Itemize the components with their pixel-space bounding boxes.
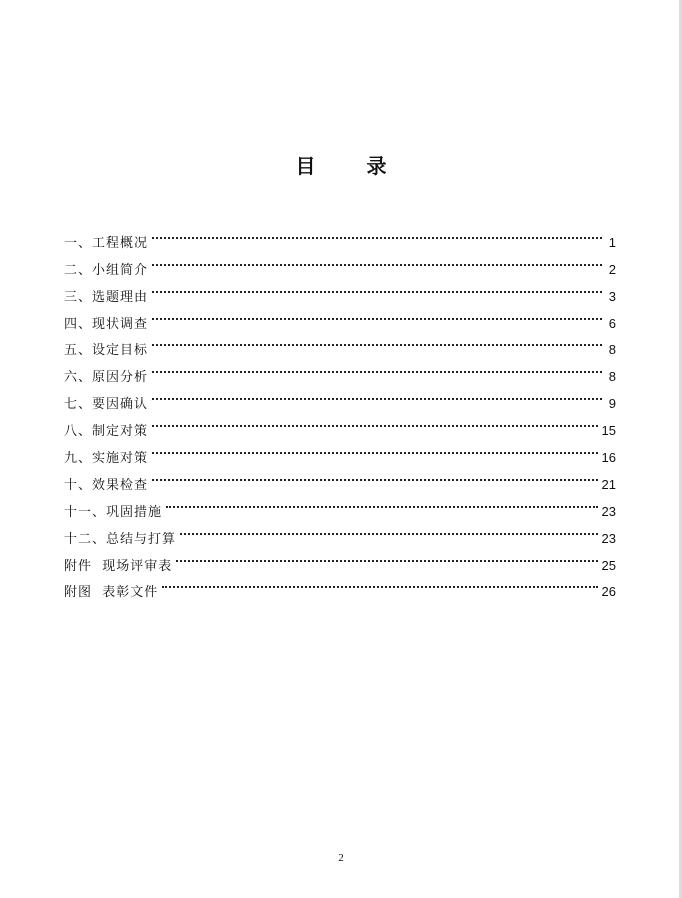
toc-entry-page: 21 [601, 476, 616, 492]
table-of-contents [64, 220, 616, 601]
toc-entry-page: 8 [608, 342, 616, 358]
toc-entry-label: 五、设定目标 [64, 343, 149, 359]
toc-entry-label: 九、实施对策 [64, 451, 149, 467]
toc-entry-label: 四、现状调查 [64, 316, 149, 332]
toc-entry-page: 23 [601, 530, 616, 546]
toc-entry-page: 25 [601, 557, 616, 573]
toc-leader-dots [152, 381, 602, 408]
toc-leader-dots [152, 435, 598, 462]
toc-leader-dots [166, 489, 598, 516]
toc-entry[interactable] [64, 220, 616, 251]
toc-leader-dots [152, 247, 602, 274]
toc-leader-dots [152, 462, 598, 489]
toc-leader-dots [152, 274, 602, 301]
toc-entry-page: 9 [608, 396, 616, 412]
toc-leader-dots [162, 570, 597, 597]
toc-entry-page: 23 [601, 503, 616, 519]
toc-entry-page: 1 [608, 234, 616, 250]
toc-entry-label: 附图 表彰文件 [64, 585, 159, 601]
toc-entry-page: 15 [601, 423, 616, 439]
toc-entry-page: 8 [608, 369, 616, 385]
page-title: 目 录 [295, 154, 409, 178]
toc-entry-page: 6 [608, 315, 616, 331]
toc-entry-label: 十一、巩固措施 [64, 504, 163, 520]
toc-entry-label: 十、效果检查 [64, 477, 149, 493]
toc-entry-label: 二、小组简介 [64, 262, 149, 278]
toc-entry-page: 26 [601, 584, 616, 600]
toc-leader-dots [152, 328, 602, 355]
toc-entry-label: 十二、总结与打算 [64, 531, 177, 547]
toc-entry-label: 七、要因确认 [64, 397, 149, 413]
toc-leader-dots [152, 301, 602, 328]
toc-leader-dots [152, 354, 602, 381]
toc-leader-dots [180, 516, 598, 543]
toc-entry-label: 附件 现场评审表 [64, 558, 173, 574]
toc-entry-label: 三、选题理由 [64, 289, 149, 305]
footer-page-number: 2 [338, 852, 344, 864]
toc-entry-page: 16 [601, 450, 616, 466]
toc-leader-dots [152, 220, 602, 247]
toc-entry-label: 一、工程概况 [64, 235, 149, 251]
toc-entry-label: 八、制定对策 [64, 424, 149, 440]
toc-entry-label: 六、原因分析 [64, 370, 149, 386]
toc-leader-dots [152, 408, 598, 435]
toc-entry-page: 3 [608, 288, 616, 304]
toc-entry-page: 2 [608, 261, 616, 277]
toc-leader-dots [176, 543, 597, 570]
